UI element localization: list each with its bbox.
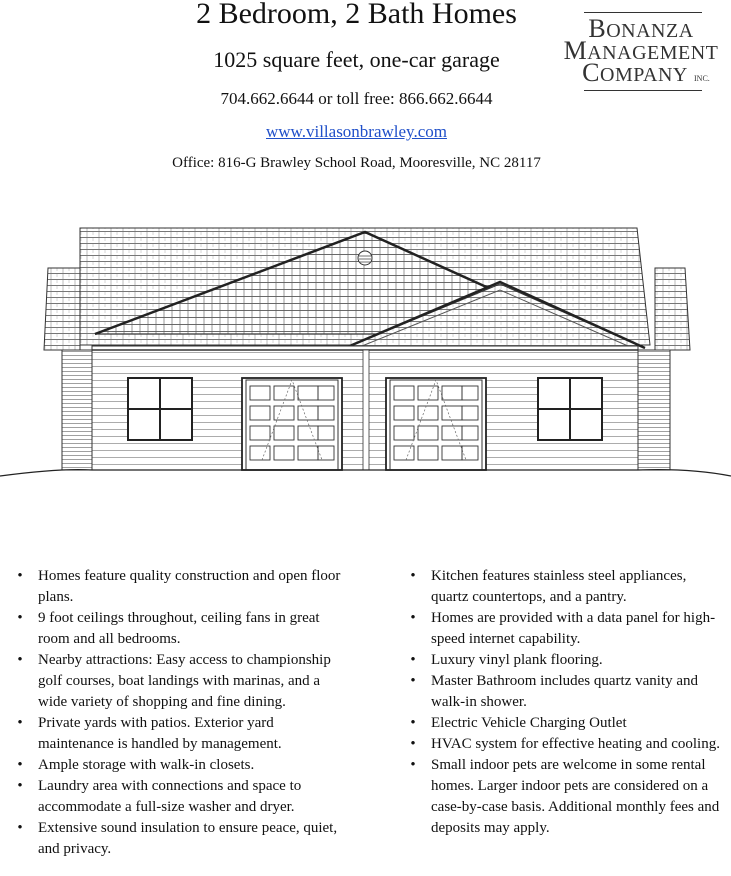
bullet: • [17,778,23,794]
list-item: • Nearby attractions: Easy access to championship golf courses, boat landings with marinas, and a wide variety of shopping and fine dining. [12,650,342,713]
list-item: • Luxury vinyl plank flooring. [405,650,727,671]
left-wing-roof [44,268,80,350]
list-item: • Extensive sound insulation to ensure peace, quiet, and privacy. [12,818,342,860]
bullet: • [410,673,416,689]
list-item: • Small indoor pets are welcome in some rental homes. Larger indoor pets are considered on a case-by-case basis. Additional monthly fees and deposits may apply. [405,755,727,839]
gable-vent [358,251,372,265]
list-item: • Electric Vehicle Charging Outlet [405,713,727,734]
list-item: • Master Bathroom includes quartz vanity and walk-in shower. [405,671,727,713]
page-subtitle: 1025 square feet, one-car garage [213,47,500,72]
bullet: • [17,568,23,584]
logo-bottom-rule [584,90,702,91]
house-elevation-drawing [0,220,731,485]
bullet: • [410,652,416,668]
phone-numbers: 704.662.6644 or toll free: 866.662.6644 [220,89,493,108]
right-garage-door [386,378,486,470]
bullet: • [17,715,23,731]
bullet: • [410,736,416,752]
bullet: • [17,610,23,626]
bullet: • [17,757,23,773]
logo-top-rule [584,12,702,13]
left-wing-wall [62,350,92,470]
list-item: • Private yards with patios. Exterior yard maintenance is handled by management. [12,713,342,755]
right-wing-wall [638,350,670,470]
list-item: • Ample storage with walk-in closets. [12,755,342,776]
list-item: • Homes are provided with a data panel for high-speed internet capability. [405,608,727,650]
list-item: • Kitchen features stainless steel appliances, quartz countertops, and a pantry. [405,566,727,608]
list-item: • HVAC system for effective heating and cooling. [405,734,727,755]
left-garage-door [242,378,342,470]
list-item: • Homes feature quality construction and open floor plans. [12,566,342,608]
ground-line [0,470,731,476]
logo-inc: INC. [694,74,710,83]
website-link[interactable]: www.villasonbrawley.com [266,122,447,141]
bullet: • [410,568,416,584]
list-item: • 9 foot ceilings throughout, ceiling fans in great room and all bedrooms. [12,608,342,650]
website-line [0,121,713,143]
bullet: • [17,820,23,836]
company-logo [556,8,726,94]
bullet: • [410,610,416,626]
page-title: 2 Bedroom, 2 Bath Homes [196,0,517,30]
bullet: • [410,715,416,731]
bullet: • [410,757,416,773]
logo-line-1: BONANZA [588,14,694,43]
logo-line-3: COMPANY [582,58,688,87]
features-list-left [12,566,342,860]
office-address: Office: 816-G Brawley School Road, Mooresville, NC 28117 [172,155,541,171]
list-item: • Laundry area with connections and space to accommodate a full-size washer and dryer. [12,776,342,818]
right-wing-roof [655,268,690,350]
left-window [128,378,192,440]
right-window [538,378,602,440]
features-list-right [405,566,727,839]
logo-line-2: MANAGEMENT [563,36,719,65]
bullet: • [17,652,23,668]
